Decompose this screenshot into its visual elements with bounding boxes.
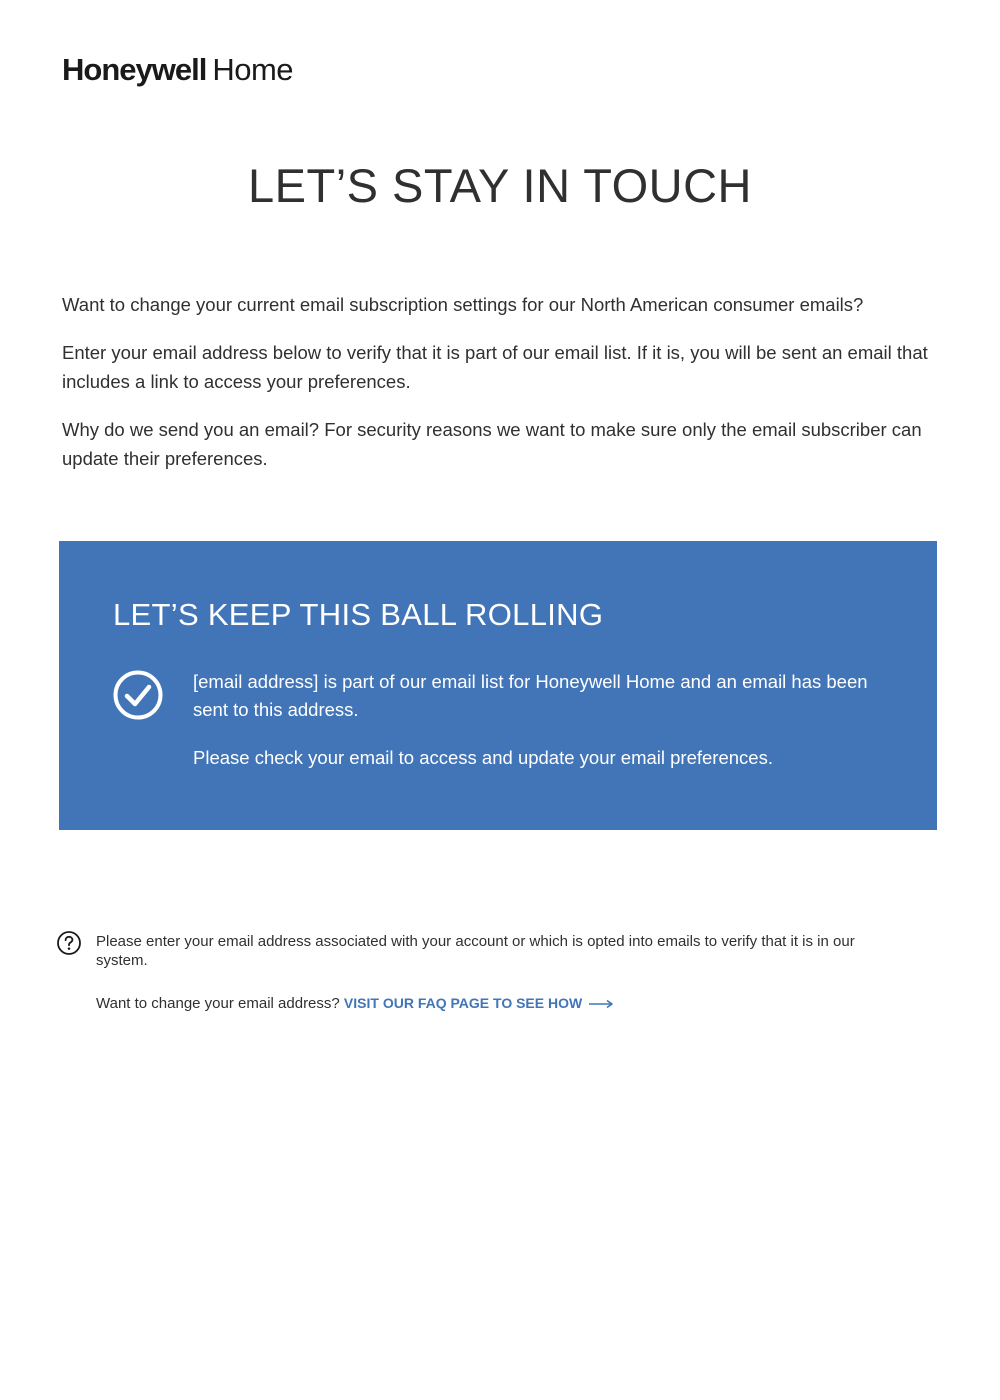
question-circle-icon [56, 930, 82, 956]
confirmation-title: LET’S KEEP THIS BALL ROLLING [113, 597, 604, 632]
help-text: Please enter your email address associated with your account or which is opted into emails to verify that it is in our system. [96, 933, 855, 969]
logo-product: Home [212, 52, 294, 87]
help-section [96, 932, 906, 1013]
faq-link[interactable] [344, 995, 614, 1011]
faq-link-label: VISIT OUR FAQ PAGE TO SEE HOW [343, 995, 583, 1011]
confirmation-panel [59, 541, 937, 830]
check-circle-icon [112, 669, 164, 721]
intro-text [62, 290, 938, 492]
intro-paragraph: Want to change your current email subscription settings for our North American consumer emails? [62, 294, 864, 315]
arrow-right-icon [588, 999, 614, 1009]
confirmation-body [193, 668, 873, 792]
intro-paragraph: Enter your email address below to verify that it is part of our email list. If it is, you will be sent an email that includes a link to access your preferences. [62, 342, 928, 392]
intro-paragraph: Why do we send you an email? For security reasons we want to make sure only the email subscriber can update their preferences. [62, 419, 922, 469]
confirmation-message: [email address] is part of our email list for Honeywell Home and an email has been sent to this address. [193, 671, 868, 720]
change-email-line [96, 994, 906, 1013]
change-email-prompt: Want to change your email address? [96, 995, 340, 1012]
logo-brand: Honeywell [62, 52, 207, 87]
honeywell-home-logo[interactable] [62, 52, 293, 88]
confirmation-instruction: Please check your email to access and update your email preferences. [193, 747, 773, 768]
page-title: LET’S STAY IN TOUCH [248, 159, 752, 212]
